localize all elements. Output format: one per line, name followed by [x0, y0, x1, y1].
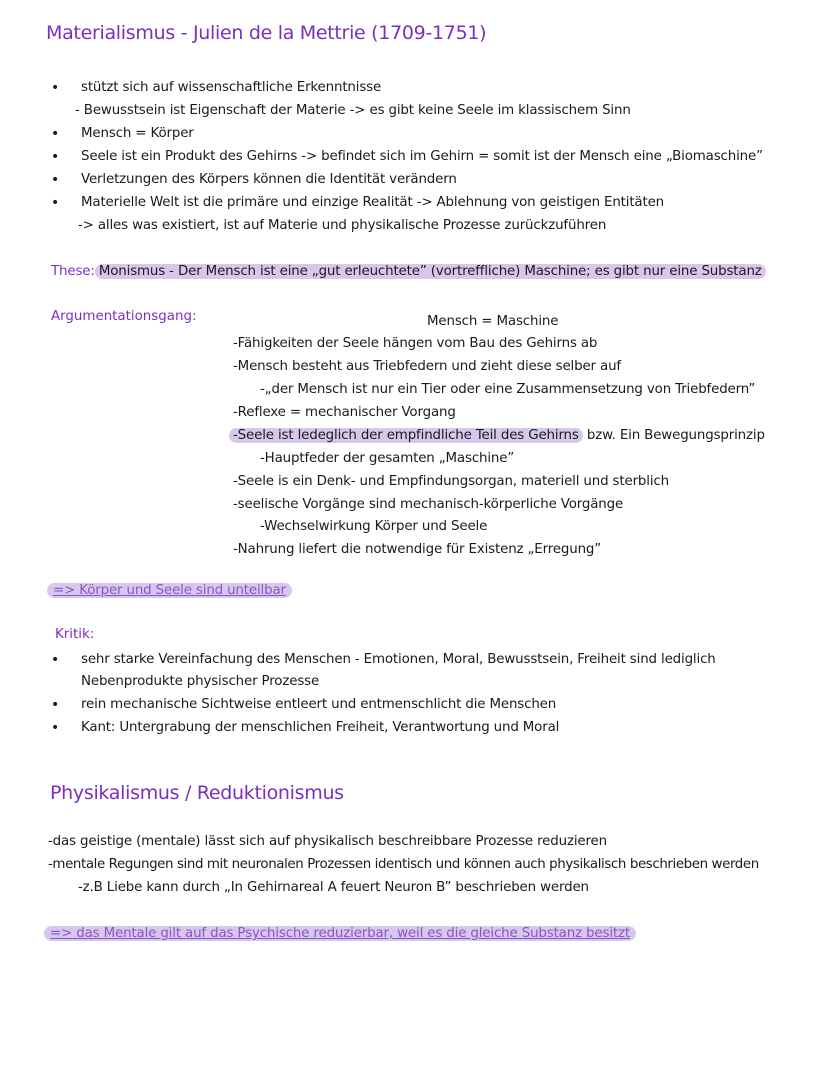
- materialismus-line: stützt sich auf wissenschaftliche Erkenntnisse: [81, 80, 382, 95]
- bullet: •: [51, 149, 60, 165]
- argument-line: -seelische Vorgänge sind mechanisch-körperliche Vorgänge: [233, 497, 624, 512]
- argument-line-continuation: bzw. Ein Bewegungsprinzip: [582, 428, 765, 443]
- these-row: [51, 263, 766, 281]
- materialismus-line: Verletzungen des Körpers können die Identität verändern: [81, 172, 457, 187]
- argument-line: -„der Mensch ist nur ein Tier oder eine Zusammensetzung von Triebfedern”: [260, 382, 756, 397]
- argument-line: -Seele is ein Denk- und Empfindungsorgan, materiell und sterblich: [233, 474, 669, 489]
- argument-line: -Fähigkeiten der Seele hängen vom Bau des Gehirns ab: [233, 336, 598, 351]
- argumentation-label: Argumentationsgang:: [51, 309, 197, 324]
- highlighted-text: -Seele ist ledeglich der empfindliche Teil des Gehirns: [229, 428, 583, 443]
- bullet: •: [51, 80, 60, 96]
- bullet: •: [51, 126, 60, 142]
- bullet: •: [51, 697, 60, 713]
- argument-line: -Hauptfeder der gesamten „Maschine”: [260, 451, 515, 466]
- argumentation-conclusion-row: [47, 582, 292, 600]
- argument-line: -Reflexe = mechanischer Vorgang: [233, 405, 456, 420]
- physikalismus-line: -mentale Regungen sind mit neuronalen Prozessen identisch und können auch physikalisch beschrieben werden: [48, 857, 759, 872]
- physikalismus-conclusion: => das Mentale gilt auf das Psychische reduzierbar, weil es die gleiche Substanz besitzt: [44, 926, 636, 941]
- materialismus-line: -> alles was existiert, ist auf Materie und physikalische Prozesse zurückzuführen: [78, 218, 607, 233]
- argument-line: -Nahrung liefert die notwendige für Existenz „Erregung”: [233, 542, 602, 557]
- physikalismus-conclusion-row: [44, 925, 636, 943]
- physikalismus-line: -z.B Liebe kann durch „In Gehirnareal A feuert Neuron B” beschrieben werden: [78, 880, 589, 895]
- argument-line-highlighted: [233, 427, 765, 445]
- kritik-label: Kritik:: [55, 627, 95, 642]
- kritik-line: Kant: Untergrabung der menschlichen Freiheit, Verantwortung und Moral: [81, 720, 560, 735]
- kritik-line: sehr starke Vereinfachung des Menschen - Emotionen, Moral, Bewusstsein, Freiheit sind lediglich: [81, 652, 716, 667]
- kritik-line: rein mechanische Sichtweise entleert und entmenschlicht die Menschen: [81, 697, 557, 712]
- section-title: Physikalismus / Reduktionismus: [50, 782, 344, 804]
- kritik-line: Nebenprodukte physischer Prozesse: [81, 674, 320, 689]
- argumentation-conclusion: => Körper und Seele sind unteilbar: [47, 583, 292, 598]
- bullet: •: [51, 720, 60, 736]
- physikalismus-line: -das geistige (mentale) lässt sich auf physikalisch beschreibbare Prozesse reduzieren: [48, 834, 607, 849]
- bullet: •: [51, 195, 60, 211]
- materialismus-line: - Bewusstsein ist Eigenschaft der Materie -> es gibt keine Seele im klassischem Sinn: [75, 103, 631, 118]
- bullet: •: [51, 652, 60, 668]
- bullet: •: [51, 172, 60, 188]
- materialismus-line: Mensch = Körper: [81, 126, 194, 141]
- these-label: These:: [51, 264, 95, 279]
- these-text: Monismus - Der Mensch ist eine „gut erleuchtete” (vortreffliche) Maschine; es gibt nur eine Substanz: [95, 264, 766, 279]
- materialismus-line: Seele ist ein Produkt des Gehirns -> befindet sich im Gehirn = somit ist der Mensch eine „Biomaschine”: [81, 149, 763, 164]
- page-title: Materialismus - Julien de la Mettrie (1709-1751): [46, 22, 487, 44]
- argument-line: -Mensch besteht aus Triebfedern und zieht diese selber auf: [233, 359, 621, 374]
- argumentation-heading: Mensch = Maschine: [427, 314, 559, 329]
- materialismus-line: Materielle Welt ist die primäre und einzige Realität -> Ablehnung von geistigen Entitäten: [81, 195, 665, 210]
- argument-line: -Wechselwirkung Körper und Seele: [260, 519, 488, 534]
